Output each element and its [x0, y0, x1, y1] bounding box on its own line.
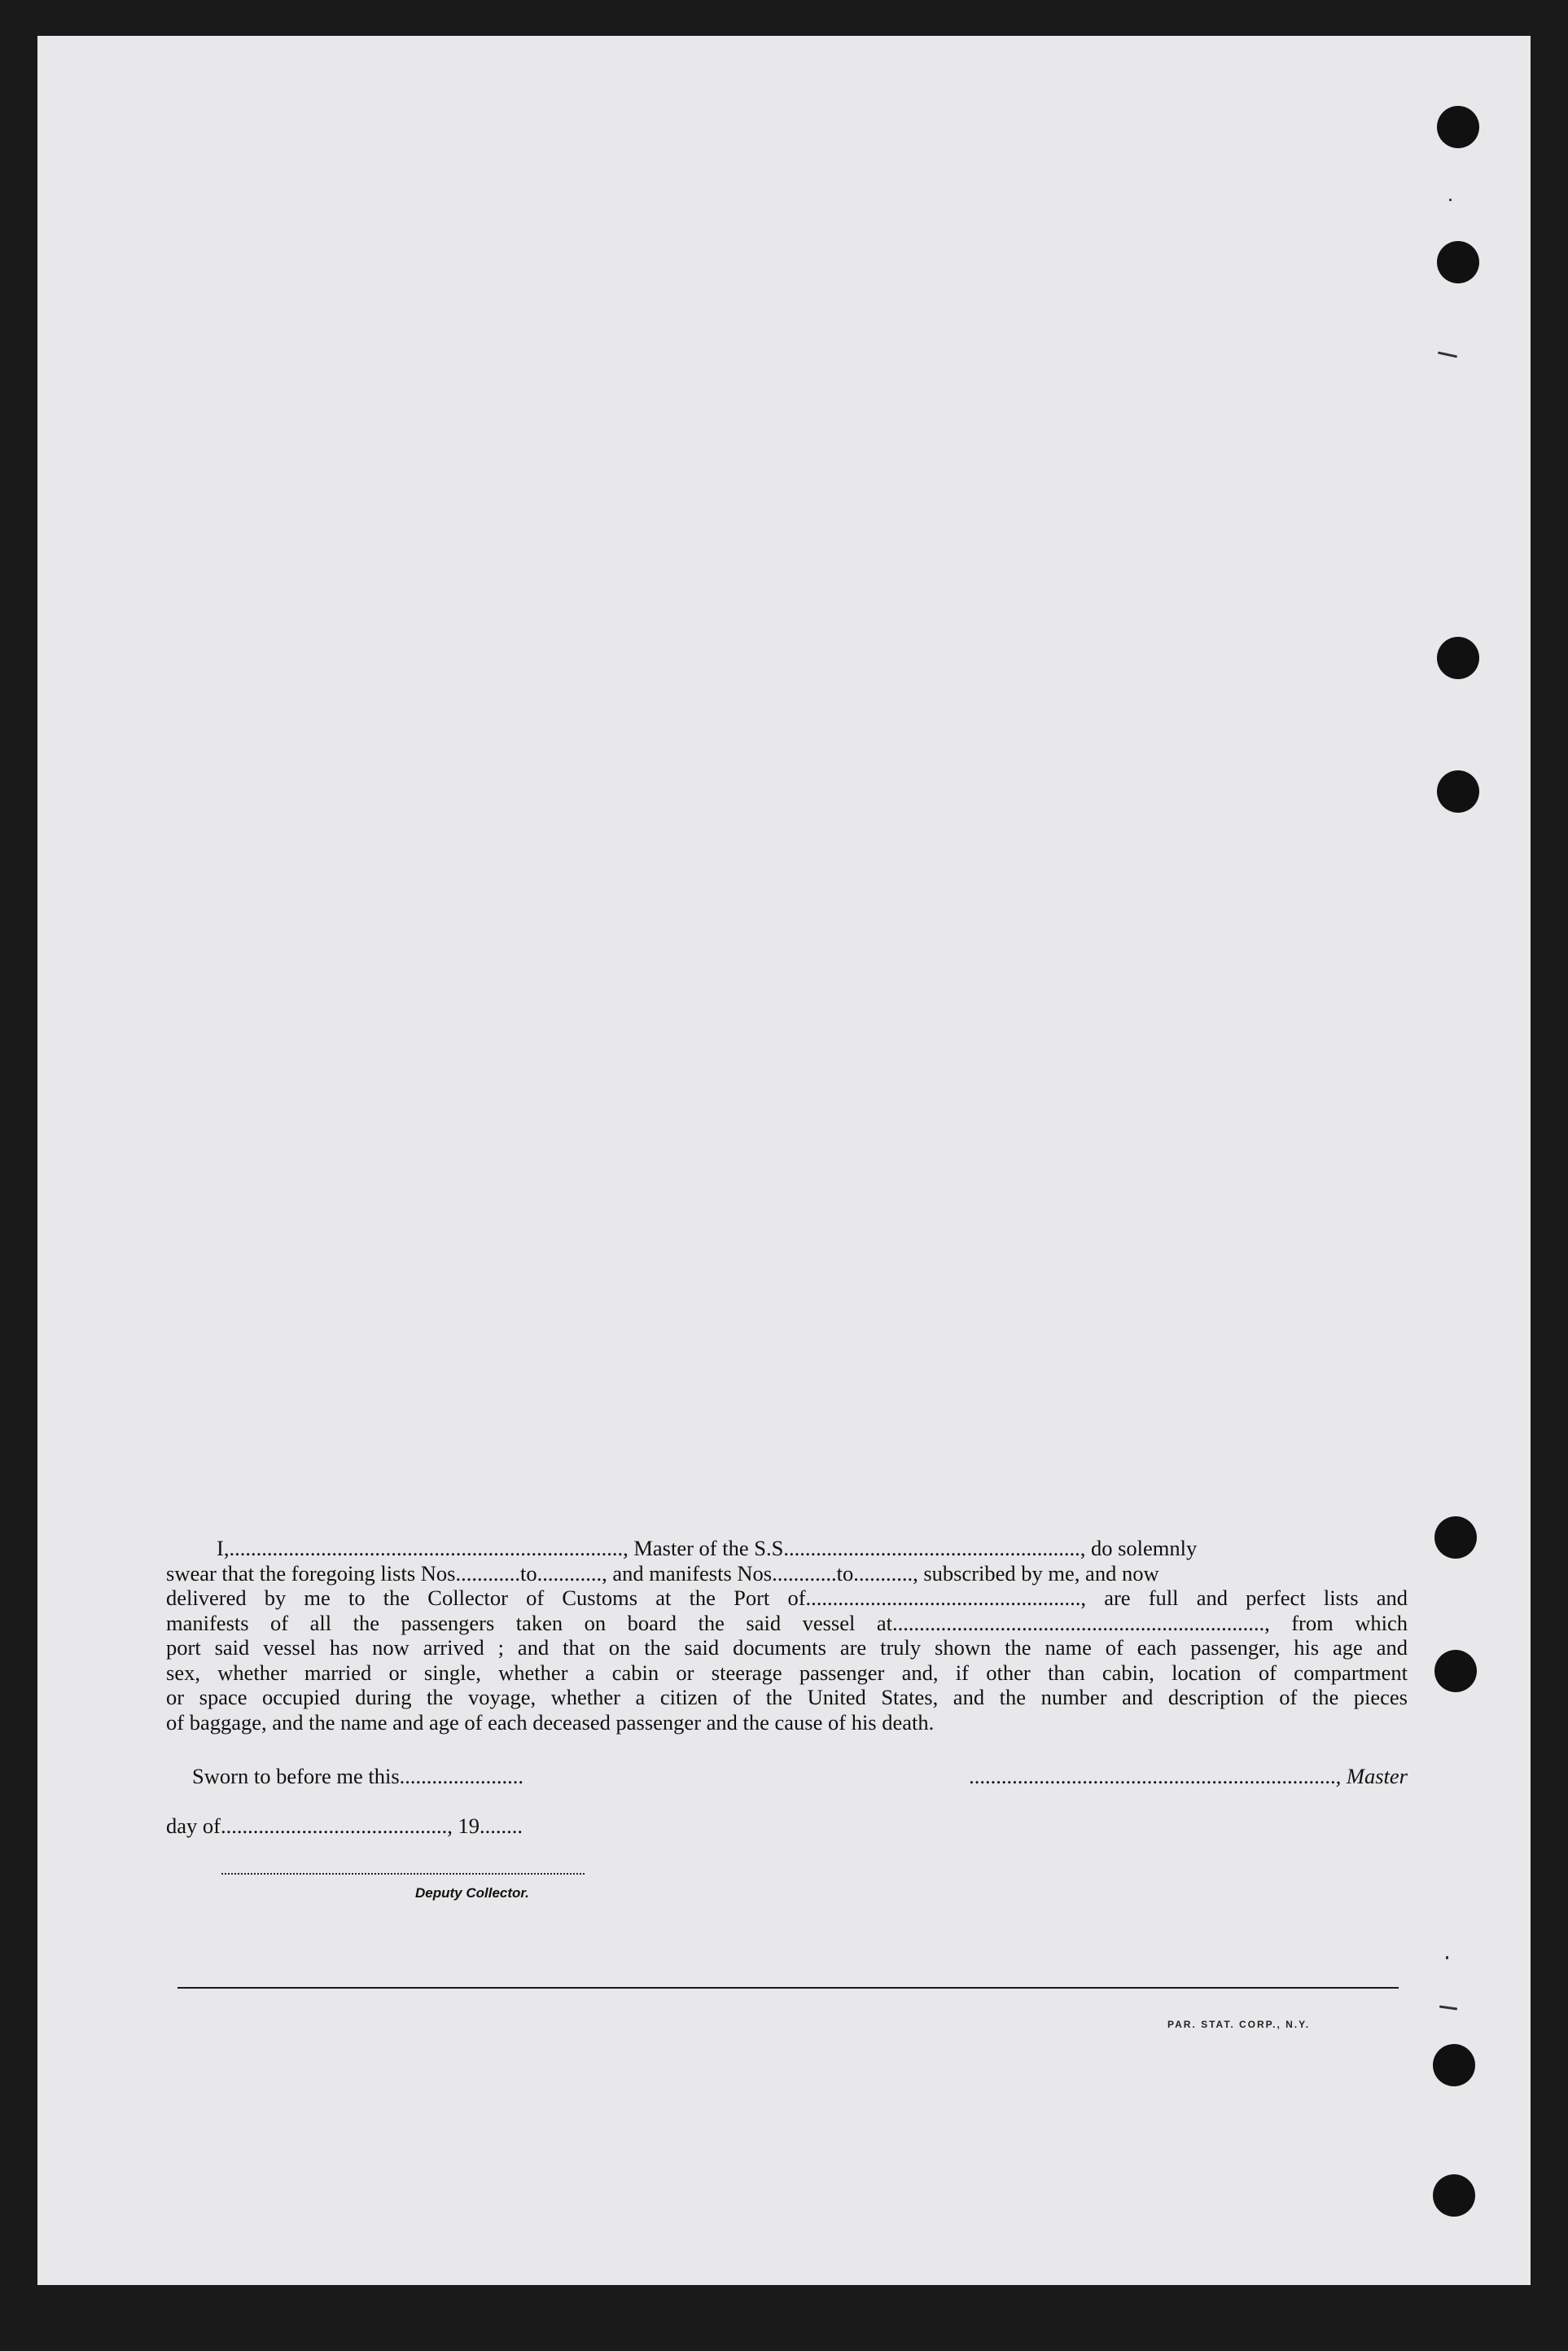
deputy-collector-label: Deputy Collector.: [415, 1885, 529, 1901]
scan-mark: [1446, 1956, 1448, 1959]
scan-mark: [1438, 352, 1457, 358]
oath-line: [166, 1710, 1408, 1735]
oath-line: [166, 1586, 1408, 1611]
document-page: [37, 36, 1531, 2285]
oath-line-text: manifests of all the passengers taken on board the said vessel at....................................................................., from which: [166, 1610, 1408, 1635]
printer-imprint: PAR. STAT. CORP., N.Y.: [1167, 2019, 1311, 2030]
binder-hole: [1437, 770, 1479, 813]
oath-line: [166, 1660, 1408, 1686]
oath-line: [166, 1536, 1408, 1561]
day-of-field: day of.........................................., 19........: [166, 1814, 523, 1838]
master-oath-paragraph: [166, 1536, 1408, 1735]
oath-line: [166, 1685, 1408, 1710]
sworn-row: [192, 1764, 1408, 1792]
scan-mark: [1449, 199, 1452, 201]
sworn-to-before-me-field: Sworn to before me this.......................: [192, 1764, 524, 1788]
binder-hole: [1433, 2044, 1475, 2086]
oath-line: [166, 1635, 1408, 1660]
deputy-signature-line: [221, 1870, 585, 1875]
master-signature-blank: ....................................................................: [969, 1764, 1336, 1788]
binder-hole: [1433, 2174, 1475, 2217]
scan-mark: [1439, 2005, 1457, 2010]
oath-line-text: or space occupied during the voyage, whether a citizen of the United States, and the number and description of the pieces: [166, 1685, 1408, 1709]
binder-hole: [1437, 106, 1479, 148]
master-label: , Master: [1335, 1764, 1408, 1788]
oath-line: [166, 1611, 1408, 1636]
horizontal-rule: [177, 1987, 1399, 1989]
oath-line-text: swear that the foregoing lists Nos............to............, and manifests Nos............to..........., subscribed by me, and now: [166, 1560, 1159, 1586]
oath-line-text: sex, whether married or single, whether a cabin or steerage passenger and, if other than cabin, location of compartment: [166, 1660, 1408, 1685]
oath-line-text: of baggage, and the name and age of each deceased passenger and the cause of his death.: [166, 1709, 935, 1735]
binder-hole: [1434, 1516, 1477, 1559]
oath-line-text: port said vessel has now arrived ; and that on the said documents are truly shown the name of each passenger, his age and: [166, 1635, 1408, 1660]
master-signature-field: [969, 1764, 1408, 1789]
oath-line: [166, 1561, 1408, 1586]
binder-hole: [1437, 241, 1479, 283]
binder-hole: [1434, 1650, 1477, 1692]
oath-line-text: I,........................................................................., Master of the S.S......................................................., do solemnly: [217, 1536, 1198, 1560]
oath-line-text: delivered by me to the Collector of Customs at the Port of..................................................., are full and perfect lists and: [166, 1586, 1408, 1610]
binder-hole: [1437, 637, 1479, 679]
